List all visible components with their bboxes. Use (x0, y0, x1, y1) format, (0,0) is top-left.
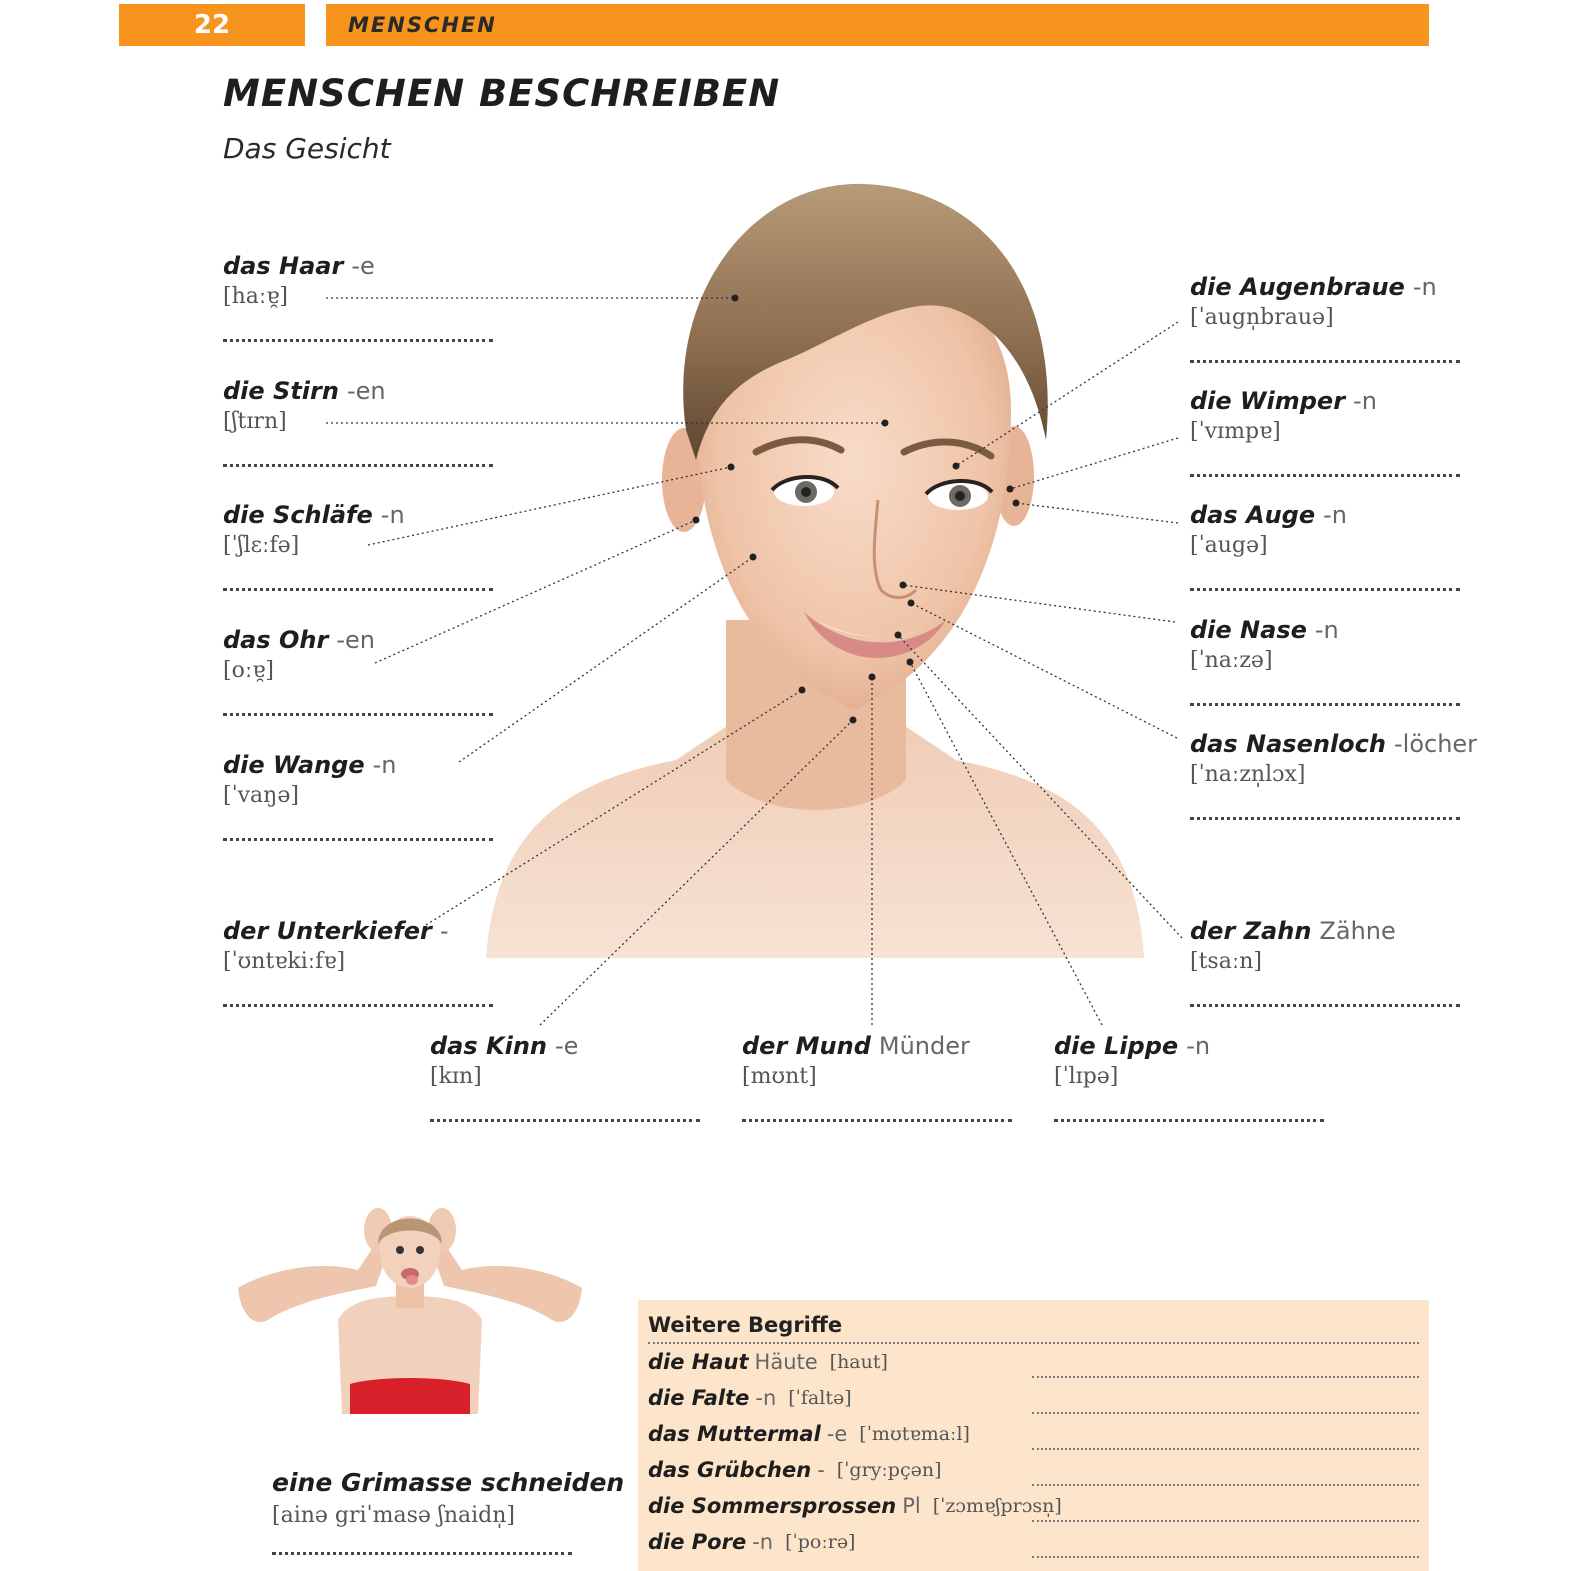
term-schlaefe (223, 501, 493, 591)
term-plural: -n (380, 501, 405, 529)
further-term-row (648, 1380, 1419, 1416)
term-plural: -n (1314, 616, 1339, 644)
term-nase (1190, 616, 1460, 706)
write-in-line[interactable] (223, 464, 493, 467)
write-in-line[interactable] (1190, 1004, 1460, 1007)
term-word: das Muttermal (648, 1422, 821, 1446)
term-word: das Kinn (430, 1032, 548, 1060)
term-ipa: [oːɐ̯] (223, 658, 274, 683)
write-in-line[interactable] (1032, 1484, 1419, 1486)
term-ipa: [ˈaugn̩brauə] (1190, 305, 1334, 330)
term-ipa: [ˈvaŋə] (223, 783, 299, 808)
write-in-line[interactable] (1032, 1412, 1419, 1414)
write-in-line[interactable] (223, 339, 493, 342)
term-lippe (1054, 1032, 1324, 1122)
term-plural: Zähne (1319, 917, 1396, 945)
write-in-line[interactable] (1032, 1556, 1419, 1558)
term-haar (223, 252, 493, 342)
term-ipa: [ˈlɪpə] (1054, 1064, 1119, 1089)
term-plural: - (439, 917, 449, 945)
write-in-line[interactable] (1190, 360, 1460, 363)
term-word: eine Grimasse schneiden (272, 1468, 625, 1497)
term-wimper (1190, 387, 1460, 477)
term-word: die Falte (648, 1386, 750, 1410)
term-word: das Nasenloch (1190, 730, 1386, 758)
term-plural: -n (1323, 501, 1348, 529)
write-in-line[interactable] (1190, 817, 1460, 820)
term-word: der Mund (742, 1032, 871, 1060)
write-in-line[interactable] (430, 1119, 700, 1122)
term-plural: -n (752, 1530, 774, 1554)
term-plural: -n (1353, 387, 1377, 415)
term-ipa: [kɪn] (430, 1064, 482, 1089)
term-ipa: [tsaːn] (1190, 949, 1262, 974)
term-word: das Grübchen (648, 1458, 812, 1482)
term-unterkiefer (223, 917, 493, 1007)
term-plural: -löcher (1393, 730, 1478, 758)
term-augenbraue (1190, 273, 1460, 363)
term-word: die Lippe (1054, 1032, 1179, 1060)
section-title: MENSCHEN (348, 13, 497, 37)
further-term-row (648, 1416, 1419, 1452)
term-kinn (430, 1032, 700, 1122)
term-word: die Nase (1190, 616, 1307, 644)
term-ipa: [haːɐ̯] (223, 284, 288, 309)
term-word: das Haar (223, 252, 344, 280)
further-term-row (648, 1524, 1419, 1560)
term-auge (1190, 501, 1460, 591)
term-wange (223, 751, 493, 841)
term-ipa: [ʃtɪrn] (223, 409, 287, 434)
term-nasenloch (1190, 730, 1477, 820)
term-ipa: [ˈnaːzn̩lɔx] (1190, 762, 1306, 787)
write-in-line[interactable] (1190, 474, 1460, 477)
page-subtitle: Das Gesicht (223, 132, 391, 165)
term-ipa: [ˈnaːzə] (1190, 648, 1273, 673)
further-terms-box (638, 1300, 1429, 1571)
term-ohr (223, 626, 493, 716)
section-header (326, 4, 1429, 46)
term-plural: -e (826, 1422, 848, 1446)
term-ipa: [ainə griˈmasə ʃnaidn̩] (272, 1503, 516, 1528)
write-in-line[interactable] (1032, 1520, 1419, 1522)
write-in-line[interactable] (1190, 703, 1460, 706)
term-word: die Stirn (223, 377, 339, 405)
term-word: die Wimper (1190, 387, 1346, 415)
term-word: die Wange (223, 751, 365, 779)
term-ipa: [ˈʃlɛːfə] (223, 533, 300, 558)
term-plural: -n (755, 1386, 777, 1410)
page-title: MENSCHEN BESCHREIBEN (223, 72, 781, 115)
term-plural: Münder (878, 1032, 970, 1060)
term-ipa: [ˈaugə] (1190, 533, 1268, 558)
term-word: die Schläfe (223, 501, 373, 529)
write-in-line[interactable] (223, 713, 493, 716)
write-in-line[interactable] (742, 1119, 1012, 1122)
write-in-line[interactable] (272, 1552, 572, 1555)
write-in-line[interactable] (223, 838, 493, 841)
term-plural: -e (555, 1032, 579, 1060)
term-word: die Augenbraue (1190, 273, 1405, 301)
term-word: der Unterkiefer (223, 917, 432, 945)
term-ipa: [mʊnt] (742, 1064, 817, 1089)
term-ipa: [ˈvɪmpɐ] (1190, 419, 1281, 444)
term-plural: -e (351, 252, 375, 280)
write-in-line[interactable] (1032, 1376, 1419, 1378)
term-mund (742, 1032, 1012, 1122)
term-word: die Haut (648, 1350, 749, 1374)
term-zahn (1190, 917, 1460, 1007)
further-term-row (648, 1452, 1419, 1488)
term-plural: -en (336, 626, 375, 654)
face-photo (486, 180, 1144, 958)
term-plural: -n (1186, 1032, 1211, 1060)
further-terms-title: Weitere Begriffe (648, 1310, 1419, 1344)
term-word: die Sommersprossen (648, 1494, 897, 1518)
term-ipa: [ˈfaltə] (788, 1387, 852, 1409)
term-word: das Ohr (223, 626, 329, 654)
term-ipa: [ˈʊntɐkiːfɐ] (223, 949, 346, 974)
term-plural: -n (372, 751, 397, 779)
term-plural: Pl (902, 1494, 921, 1518)
further-term-row (648, 1488, 1419, 1524)
term-grimasse (272, 1468, 624, 1555)
further-term-row (648, 1344, 1419, 1380)
term-plural: -en (346, 377, 386, 405)
term-ipa: [ˈmʊtɐmaːl] (859, 1423, 970, 1445)
term-word: das Auge (1190, 501, 1316, 529)
write-in-line[interactable] (1054, 1119, 1324, 1122)
term-plural: -n (1412, 273, 1437, 301)
term-plural: Häute (754, 1350, 818, 1374)
term-ipa: [ˈzɔmɐʃprɔsn̩] (932, 1495, 1062, 1517)
write-in-line[interactable] (1032, 1448, 1419, 1450)
write-in-line[interactable] (223, 1004, 493, 1007)
grimace-photo (228, 1200, 592, 1414)
write-in-line[interactable] (1190, 588, 1460, 591)
term-stirn (223, 377, 493, 467)
term-word: der Zahn (1190, 917, 1312, 945)
term-ipa: [ˈgryːpçən] (836, 1459, 942, 1481)
page-number: 22 (119, 4, 305, 46)
term-word: die Pore (648, 1530, 747, 1554)
write-in-line[interactable] (223, 588, 493, 591)
term-ipa: [haut] (829, 1351, 888, 1373)
term-ipa: [ˈpoːrə] (785, 1531, 856, 1553)
term-plural: - (817, 1458, 825, 1482)
